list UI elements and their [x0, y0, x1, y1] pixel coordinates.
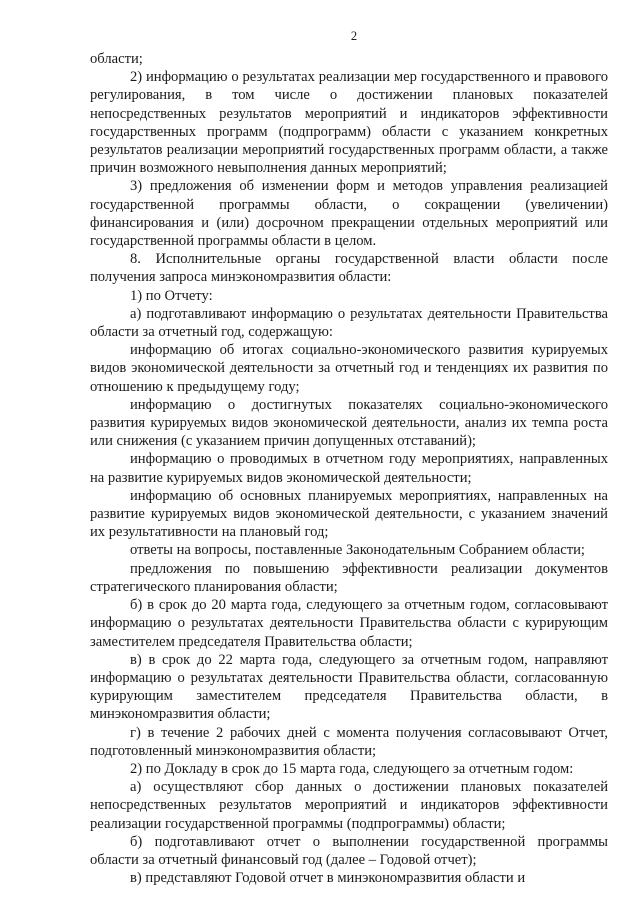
paragraph: 3) предложения об изменении форм и методов управления реализацией государственной программы области, о сокращении (увеличении) финансирования и (или) досрочном прекращении отдельных мероприятий или государственной программы области в целом. — [90, 178, 608, 250]
paragraph: информацию об итогах социально-экономического развития курируемых видов экономической деятельности за отчетный год и тенденциях их развития по отношению к предыдущему году; — [90, 342, 608, 395]
paragraph: в) представляют Годовой отчет в минэкономразвития области и — [130, 870, 526, 887]
paragraph: информацию о проводимых в отчетном году мероприятиях, направленных на развитие курируемых видов экономической деятельности; — [90, 451, 608, 486]
paragraph: 2) информацию о результатах реализации мер государственного и правового регулирования, в том числе о достижении плановых показателей непосредственных результатов мероприятий и индикаторов эффективности государственных программ (подпрограмм) области с указанием конкретных результатов реализации мероприятий государственных программ области, а также причин возможного невыполнения данных мероприятий; — [90, 69, 608, 177]
paragraph: 1) по Отчету: — [130, 287, 213, 304]
paragraph: б) подготавливают отчет о выполнении государственной программы области за отчетный финансовый год (далее – Годовой отчет); — [90, 833, 608, 868]
paragraph: г) в течение 2 рабочих дней с момента получения согласовывают Отчет, подготовленный минэкономразвития области; — [90, 724, 608, 759]
paragraph: 2) по Докладу в срок до 15 марта года, следующего за отчетным годом: — [130, 760, 574, 777]
paragraph: информацию об основных планируемых мероприятиях, направленных на развитие курируемых видов экономической деятельности, с указанием значений их результативности на плановый год; — [90, 487, 608, 541]
paragraph: ответы на вопросы, поставленные Законодательным Собранием области; — [130, 542, 585, 559]
paragraph: б) в срок до 20 марта года, следующего за отчетным годом, согласовывают информацию о результатах деятельности Правительства области с курирующим заместителем председателя Правительства области; — [90, 597, 608, 650]
paragraph: области; — [90, 51, 143, 67]
paragraph: а) подготавливают информацию о результатах деятельности Правительства области за отчетный год, содержащую: — [90, 305, 608, 341]
paragraph: в) в срок до 22 марта года, следующего за отчетным годом, направляют информацию о результатах деятельности Правительства области, согласованную курирующим заместителем председателя Правительства области, в минэкономразвития области; — [90, 651, 608, 723]
paragraph: 8. Исполнительные органы государственной власти области после получения запроса минэкономразвития области: — [90, 251, 608, 286]
paragraph: а) осуществляют сбор данных о достижении плановых показателей непосредственных результатов мероприятий и индикаторов эффективности реализации государственной программы (подпрограммы) области; — [90, 779, 608, 832]
paragraph: предложения по повышению эффективности реализации документов стратегического планирования области; — [90, 560, 608, 595]
page-number: 2 — [350, 29, 358, 43]
paragraph: информацию о достигнутых показателях социально-экономического развития курируемых видов экономической деятельности, анализ их темпа роста или снижения (с указанием причин допущенных отставаний); — [90, 396, 608, 450]
